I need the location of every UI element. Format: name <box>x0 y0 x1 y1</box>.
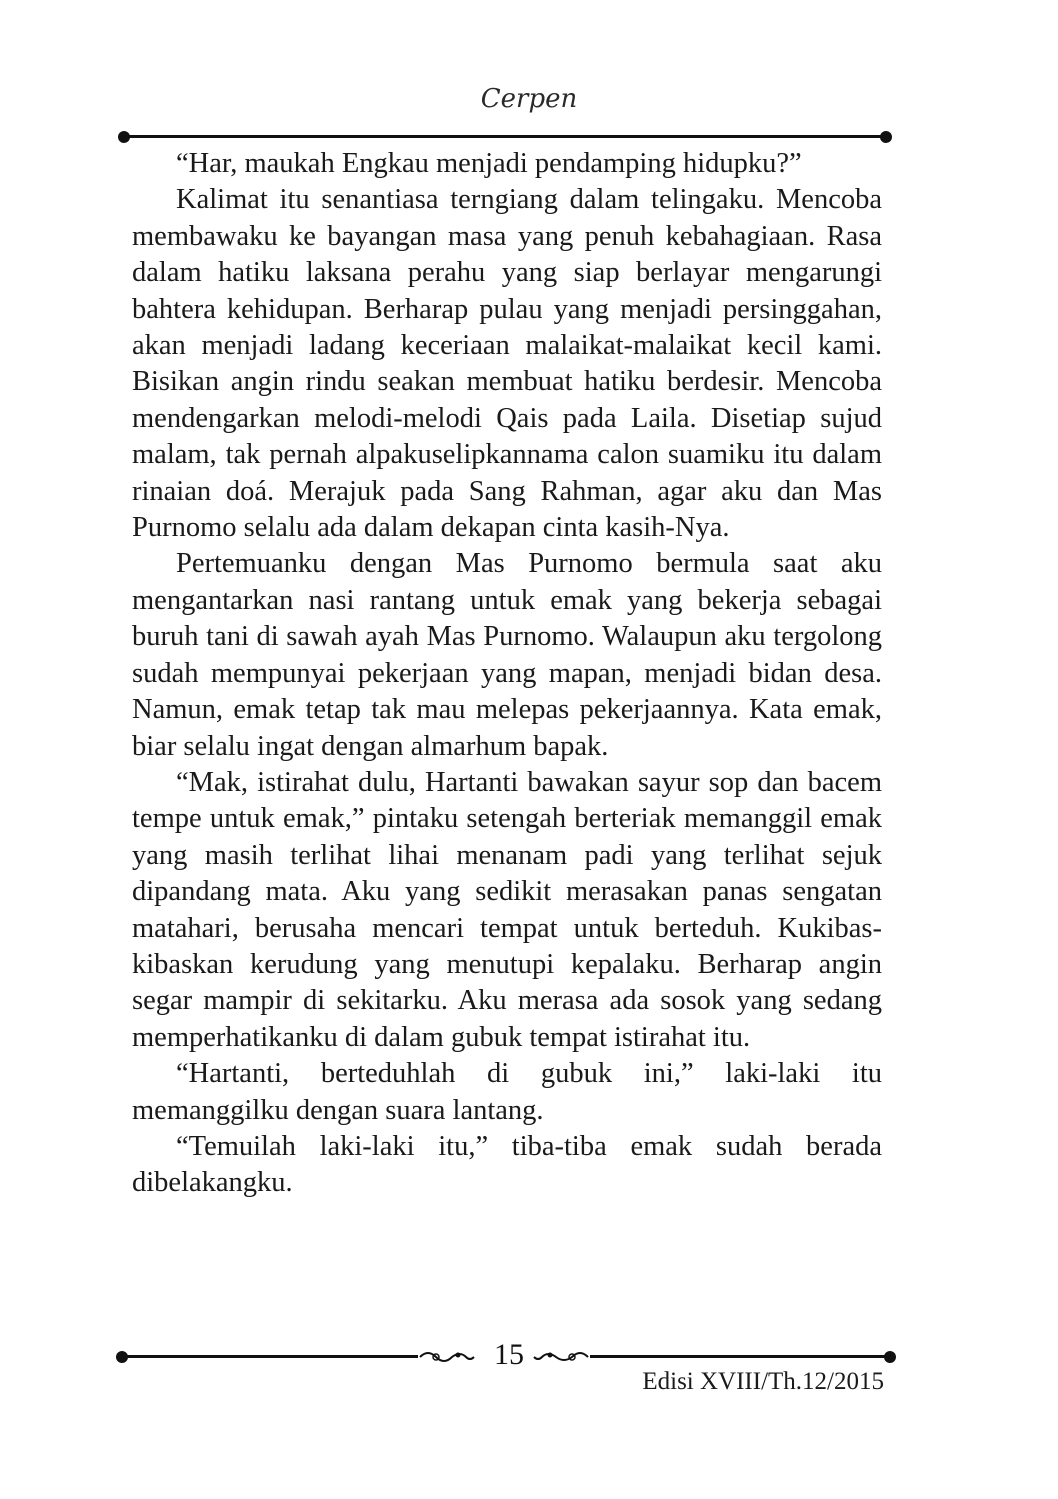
header-rule-line <box>124 135 887 138</box>
page-number: 15 <box>494 1338 524 1371</box>
footer-rule-right-line <box>590 1355 888 1358</box>
right-flourish-icon <box>532 1347 590 1367</box>
paragraph: “Mak, istirahat dulu, Hartanti bawakan sayur sop dan bacem tempe untuk emak,” pintaku setengah berteriak memanggil emak yang masih terlihat lihai menanam padi yang terlihat sejuk dipandang mata. Aku yang sedikit merasakan panas sengatan matahari, berusaha mencari tempat untuk berteduh. Kukibas-kibaskan kerudung yang menutupi kepalaku. Berharap angin segar mampir di sekitarku. Aku merasa ada sosok yang sedang memperhatikanku di dalam gubuk tempat istirahat itu. <box>132 766 882 1053</box>
header-rule-right-dot <box>880 131 892 143</box>
paragraph: Kalimat itu senantiasa terngiang dalam telingaku. Mencoba membawaku ke bayangan masa yang penuh kebahagiaan. Rasa dalam hatiku laksana perahu yang siap berlayar mengarungi bahtera kehidupan. Berharap pulau yang menjadi persinggahan, akan menjadi ladang keceriaan malaikat-malaikat kecil kami. Bisikan angin rindu seakan membuat hatiku berdesir. Mencoba mendengarkan melodi-melodi Qais pada Laila. Disetiap sujud malam, tak pernah alpakuselipkannama calon suamiku itu dalam rinaian doá. Merajuk pada Sang Rahman, agar aku dan Mas Purnomo selalu ada dalam dekapan cinta kasih-Nya. <box>132 184 882 544</box>
paragraph: “Har, maukah Engkau menjadi pendamping hidupku?” <box>176 148 802 179</box>
edition-label: Edisi XVIII/Th.12/2015 <box>642 1368 884 1395</box>
footer-rule-left-line <box>122 1355 418 1358</box>
left-flourish-icon <box>418 1347 476 1367</box>
paragraph: “Temuilah laki-laki itu,” tiba-tiba emak sudah berada dibelakangku. <box>132 1130 882 1199</box>
footer-rule-right-dot <box>884 1351 896 1363</box>
paragraph: “Hartanti, berteduhlah di gubuk ini,” laki-laki itu memanggilku dengan suara lantang. <box>132 1058 882 1126</box>
page-header-title: Cerpen <box>480 84 578 114</box>
paragraph: Pertemuanku dengan Mas Purnomo bermula saat aku mengantarkan nasi rantang untuk emak yang bekerja sebagai buruh tani di sawah ayah Mas Purnomo. Walaupun aku tergolong sudah mempunyai pekerjaan yang mapan, menjadi bidan desa. Namun, emak tetap tak mau melepas pekerjaannya. Kata emak, biar selalu ingat dengan almarhum bapak. <box>132 548 882 762</box>
story-body <box>132 146 882 1202</box>
